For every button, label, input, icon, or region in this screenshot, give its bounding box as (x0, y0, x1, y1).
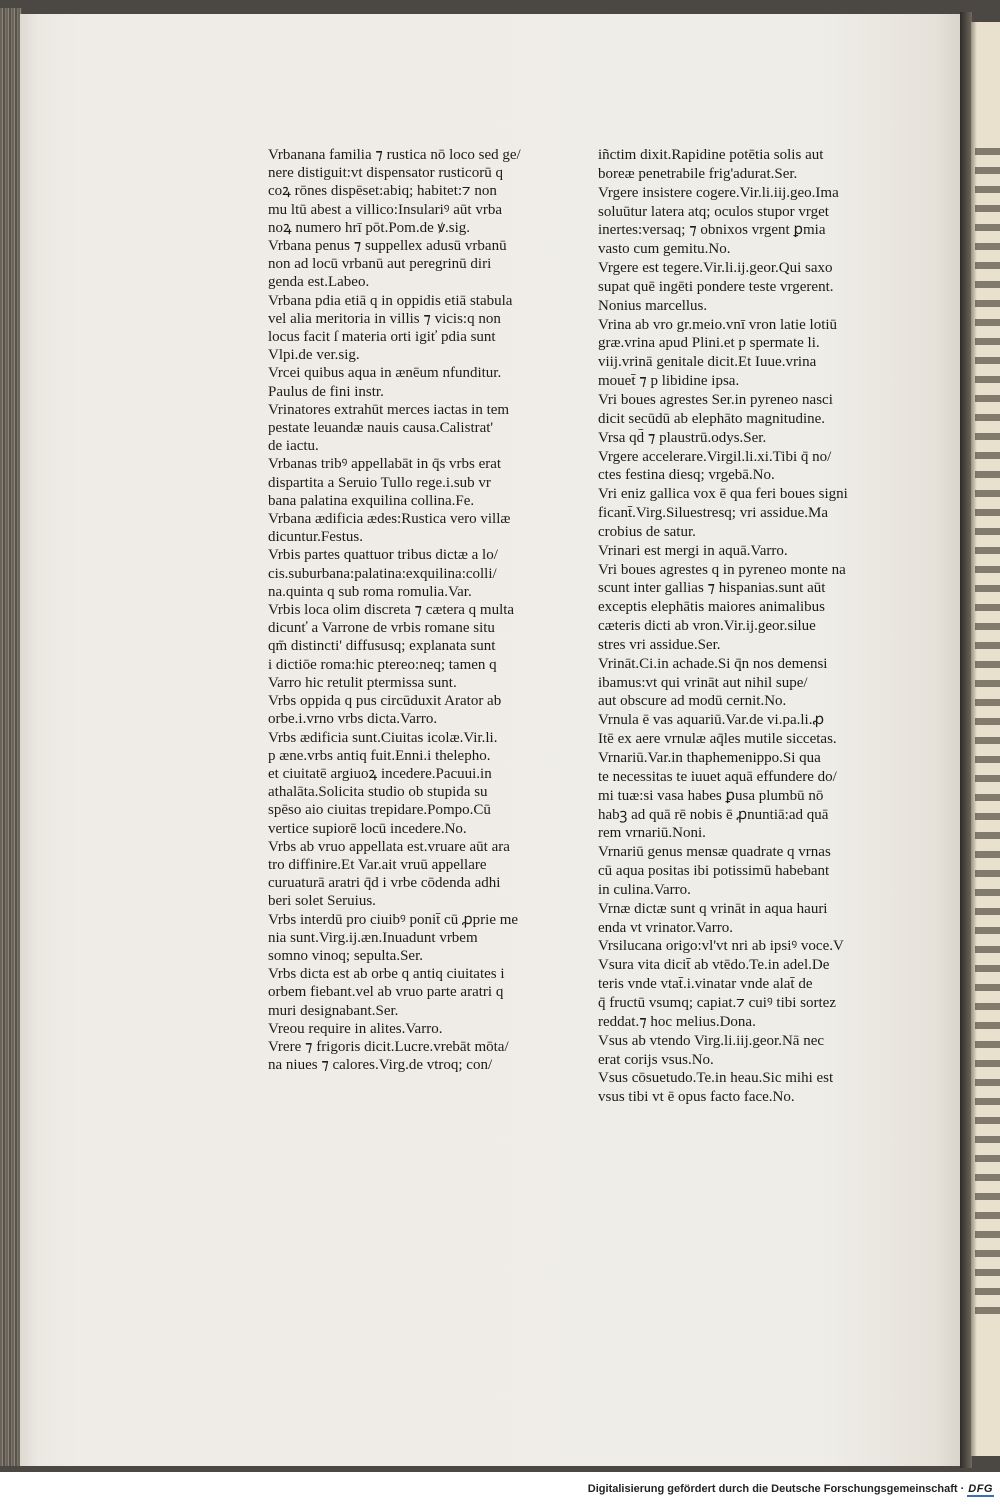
text-line: Vreou require in alites.Varro. (268, 1020, 443, 1037)
text-line: Vlpi.de ver.sig. (268, 347, 360, 364)
text-line: bana palatina exquilina collina.Fe. (268, 492, 475, 509)
text-line: de iactu. (268, 438, 319, 455)
text-line: reddat.⁊ hoc melius.Dona. (598, 1013, 756, 1030)
text-line: Vrbis partes quattuor tribus dictæ a lo/ (268, 547, 498, 564)
dfg-logo: DFG (968, 1483, 993, 1495)
text-line: p æne.vrbs antiq fuit.Enni.i thelepho. (268, 747, 491, 764)
text-line: mouet̄ ⁊ p libidine ipsa. (598, 373, 740, 390)
text-line: pestate leuandæ nauis causa.Calistrat' (268, 420, 494, 437)
text-line: i dictiōe roma:hic ptereo:neq; tamen q (268, 656, 497, 673)
digitization-footer (588, 1483, 994, 1495)
text-line: dicunť a Varrone de vrbis romane situ (268, 620, 495, 637)
text-line: Vrnariū genus mensæ quadrate q vrnas (598, 844, 831, 861)
text-line: Vrere ⁊ frigoris dicit.Lucre.vrebāt mōta/ (268, 1038, 509, 1055)
text-line: Vrbanana familia ⁊ rustica nō loco sed ge/ (268, 147, 521, 163)
text-line: Vrbs oppida q pus circūduxit Arator ab (268, 693, 502, 710)
text-line: Vrbanas tribꝰ appellabāt in q̄s vrbs erat (268, 456, 502, 473)
text-line: na niues ⁊ calores.Virg.de vtroq; con/ (268, 1057, 493, 1074)
book-binding-edge (0, 8, 22, 1466)
text-line: somno vinoq; sepulta.Ser. (268, 947, 423, 964)
text-line: cæteris dicti ab vron.Vir.ij.geor.silue (598, 618, 816, 635)
text-line: Vsura vita dicit̄ ab vtēdo.Te.in adel.De (598, 957, 830, 974)
text-line: Vrnula ē vas aquariū.Var.de vi.pa.li.ꝓ (598, 712, 825, 729)
text-line: Vrnæ dictæ sunt q vrināt in aqua hauri (598, 900, 828, 917)
text-line: scunt inter gallias ⁊ hispanias.sunt aūt (598, 580, 826, 597)
next-page-shadow (971, 22, 977, 1456)
text-line: Vrsilucana origo:vl'vt nri ab ipsiꝰ voce.V (598, 938, 844, 955)
text-line: iñctim dixit.Rapidine potētia solis aut (598, 147, 824, 163)
footer-separator: · (960, 1483, 965, 1495)
text-line: boreæ penetrabile frig'adurat.Ser. (598, 165, 798, 182)
text-line: spēso aio ciuitas trepidare.Pompo.Cū (268, 802, 491, 819)
text-line: Vrbana ædificia ædes:Rustica vero villæ (268, 511, 511, 528)
text-line: locus facit ſ materia orti igiť pdia sunt (268, 329, 496, 346)
text-line: Nonius marcellus. (598, 297, 708, 314)
text-line: Vrbs interdū pro ciuibꝰ ponit̄ cū ꝓprie me (268, 911, 519, 928)
text-line: non ad locū vrbanū aut peregrinū diri (268, 256, 492, 273)
footer-credit-text: Digitalisierung gefördert durch die Deutsche Forschungsgemeinschaft (587, 1483, 958, 1495)
text-line: genda est.Labeo. (268, 274, 370, 291)
text-line: in culina.Varro. (598, 881, 691, 898)
text-line: Itē ex aere vrnulæ aq̄les mutile siccetas. (598, 731, 837, 748)
text-line: viij.vrinā genitale dicit.Et Iuue.vrina (598, 354, 817, 371)
text-line: Vrbana pdia etiā q in oppidis etiā stabula (268, 292, 513, 309)
text-line: Vrinatores extrahūt merces iactas in tem (268, 401, 510, 418)
text-line: Varro hic retulit ptermissa sunt. (268, 674, 457, 691)
text-line: Vrgere insistere cogere.Vir.li.iij.geo.Ima (598, 184, 839, 201)
text-line: Vrināt.Ci.in achade.Si q̄n nos demensi (598, 655, 828, 672)
text-line: crobius de satur. (598, 523, 696, 540)
text-line: græ.vrina apud Plini.et p spermate li. (598, 335, 820, 352)
text-line: qm̄ distincti' diffususq; explanata sunt (268, 638, 496, 655)
text-line: cis.suburbana:palatina:exquilina:colli/ (268, 565, 497, 582)
text-line: dispartita a Seruio Tullo rege.i.sub vr (268, 474, 491, 491)
text-line: Vrbis loca olim discreta ⁊ cætera q multa (268, 602, 515, 619)
text-line: Vsus cōsuetudo.Te.in heau.Sic mihi est (598, 1070, 834, 1087)
text-line: ibamus:vt qui vrināt aut nihil supe/ (598, 674, 808, 691)
text-line: supat quē ingēti pondere teste vrgerent. (598, 278, 834, 295)
text-line: na.quinta q sub roma romulia.Var. (268, 583, 472, 600)
text-line: Vrgere accelerare.Virgil.li.xi.Tibi q̄ no/ (598, 448, 832, 465)
text-line: ficant̄.Virg.Siluestresq; vri assidue.Ma (598, 505, 829, 522)
text-line: stres vri assidue.Ser. (598, 636, 721, 653)
text-line: exceptis elephātis maiores animalibus (598, 599, 826, 616)
text-line: Vrbs dicta est ab orbe q antiq ciuitates i (268, 966, 505, 983)
text-line: dicuntur.Festus. (268, 529, 364, 546)
text-line: Vrbs ædificia sunt.Ciuitas icolæ.Vir.li. (268, 729, 498, 746)
text-line: orbem fiebant.vel ab vruo parte aratri q (268, 984, 504, 1001)
text-line: q̄ fructū vsumq; capiat.⁊ cuiꝰ tibi sortez (598, 994, 836, 1011)
text-line: vel alia meritoria in villis ⁊ vicis:q non (268, 310, 501, 327)
text-line: nia sunt.Virg.ij.æn.Inuadunt vrbem (268, 929, 478, 946)
text-line: soluūtur latera atq; oculos stupor vrget (598, 203, 829, 220)
text-line: Vrinari est mergi in aquā.Varro. (598, 542, 788, 559)
text-line: Paulus de fini instr. (268, 383, 384, 400)
text-line: aut obscure ad modū cernit.No. (598, 693, 787, 710)
text-line: Vrbs ab vruo appellata est.vruare aūt ara (268, 838, 510, 855)
right-text-column (598, 146, 898, 1107)
text-line: inertes:versaq; ⁊ obnixos vrgent ꝑmia (598, 222, 826, 239)
text-line: erat corijs vsus.No. (598, 1051, 714, 1068)
text-line: rem vrnariū.Noni. (598, 825, 706, 842)
left-text-column (268, 146, 568, 1074)
text-line: beri solet Seruius. (268, 893, 376, 910)
text-line: te necessitas te iuuet aquā effundere do/ (598, 768, 837, 785)
text-line: mi tuæ:si vasa habes ꝑusa plumbū nō (598, 787, 824, 804)
text-line: nere distiguit:vt dispensator rusticorū q (268, 165, 503, 182)
text-line: Vrgere est tegere.Vir.li.ij.geor.Qui saxo (598, 260, 833, 277)
text-line: coꝝ rōnes dispēset:abiq; habitet:⁊ non (268, 183, 497, 200)
text-line: curuaturā aratri q̄d i vrbe cōdenda adhi (268, 875, 501, 892)
text-line: muri designabant.Ser. (268, 1002, 399, 1019)
text-line: athalāta.Solicita studio ob stupida su (268, 784, 488, 801)
text-line: Vrnariū.Var.in thaphemenippo.Si qua (598, 750, 821, 766)
text-line: enda vt vrinator.Varro. (598, 919, 733, 936)
text-line: Vrsa qd̄ ⁊ plaustrū.odys.Ser. (598, 429, 767, 446)
text-line: vertice supiorē locū incedere.No. (268, 820, 467, 837)
text-line: Vri boues agrestes Ser.in pyreneo nasci (598, 391, 833, 408)
text-line: Vri boues agrestes q in pyreneo monte na (598, 561, 846, 578)
text-line: Vrbana penus ⁊ suppellex adusū vrbanū (268, 238, 507, 255)
text-line: ctes festina diesq; vrgebā.No. (598, 467, 775, 484)
text-line: Vrina ab vro gr.meio.vnī vron latie lotiū (598, 316, 838, 333)
text-line: vasto cum gemitu.No. (598, 241, 731, 258)
text-line: Vrcei quibus aqua in ænēum nfunditur. (268, 365, 502, 382)
text-line: tro diffinire.Et Var.ait vruū appellare (268, 856, 487, 873)
text-line: noꝝ numero hrī pōt.Pom.de ꝟ.sig. (268, 219, 471, 236)
text-line: cū aqua positas ibi potissimū habebant (598, 863, 830, 880)
next-page-print-fragments (975, 142, 1000, 1322)
text-line: dicit secūdū ab elephāto magnitudine. (598, 410, 826, 427)
text-line: teris vnde vtat̄.i.vinatar vnde alat̄ de (598, 976, 813, 993)
text-line: habꝫ ad quā rē nobis ē ꝓnuntiā:ad quā (598, 806, 829, 823)
text-line: orbe.i.vrno vrbs dicta.Varro. (268, 711, 438, 728)
text-line: Vsus ab vtendo Virg.li.iij.geor.Nā nec (598, 1032, 825, 1049)
text-line: Vri eniz gallica vox ē qua feri boues signi (598, 486, 848, 503)
text-line: mu ltū abest a villico:Insulariꝰ aūt vrba (268, 201, 503, 218)
text-line: vsus tibi vt ē opus facto face.No. (598, 1089, 795, 1106)
next-page-edge (971, 22, 1000, 1456)
text-line: et ciuitatē argiuoꝝ incedere.Pacuui.in (268, 765, 492, 782)
